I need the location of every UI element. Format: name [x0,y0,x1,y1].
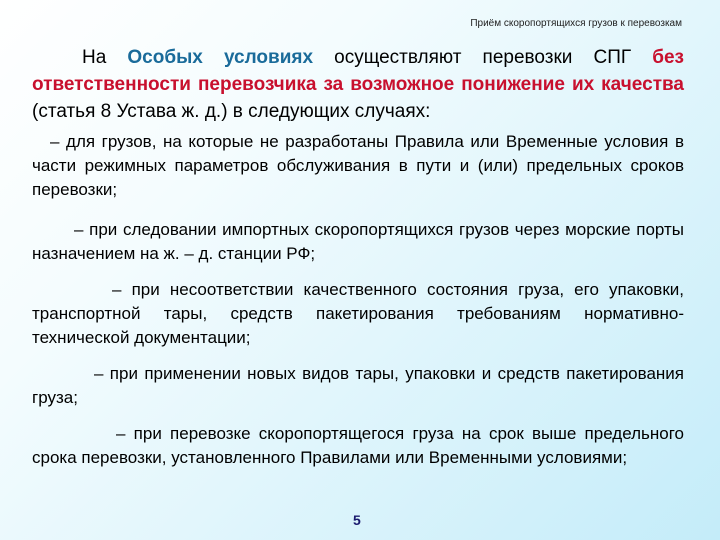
case-paragraph-3 [32,278,684,350]
intro-text-2: осуществляют перевозки СПГ [313,47,653,68]
page-number: 5 [353,512,361,528]
intro-paragraph [32,44,684,125]
case-text: – при следовании импортных скоропортящихся грузов через морские порты назначением на ж. – д. станции РФ; [32,220,684,263]
case-paragraph-2 [32,218,684,266]
case-text: – при перевозке скоропортящегося груза на срок выше предельного срока перевозки, установленного Правилами или Временными условиями; [32,424,684,467]
slide-header: Приём скоропортящихся грузов к перевозкам [470,18,682,29]
intro-text-3: (статья 8 Устава ж. д.) в следующих случаях: [32,101,431,122]
case-paragraph-4 [32,362,684,410]
case-text: – для грузов, на которые не разработаны Правила или Временные условия в части режимных параметров обслуживания в пути и (или) предельных сроков перевозки; [32,132,684,199]
case-text: – при несоответствии качественного состояния груза, его упаковки, транспортной тары, средств пакетирования требованиям нормативно-технической документации; [32,280,684,347]
case-text: – при применении новых видов тары, упаковки и средств пакетирования груза; [32,364,684,407]
intro-text-1: На [82,47,128,68]
case-paragraph-1 [32,130,684,202]
without-liability-term: без ответственности перевозчика за возможное понижение их качества [32,47,684,95]
case-paragraph-5 [32,422,684,470]
special-conditions-term: Особых условиях [127,47,314,68]
